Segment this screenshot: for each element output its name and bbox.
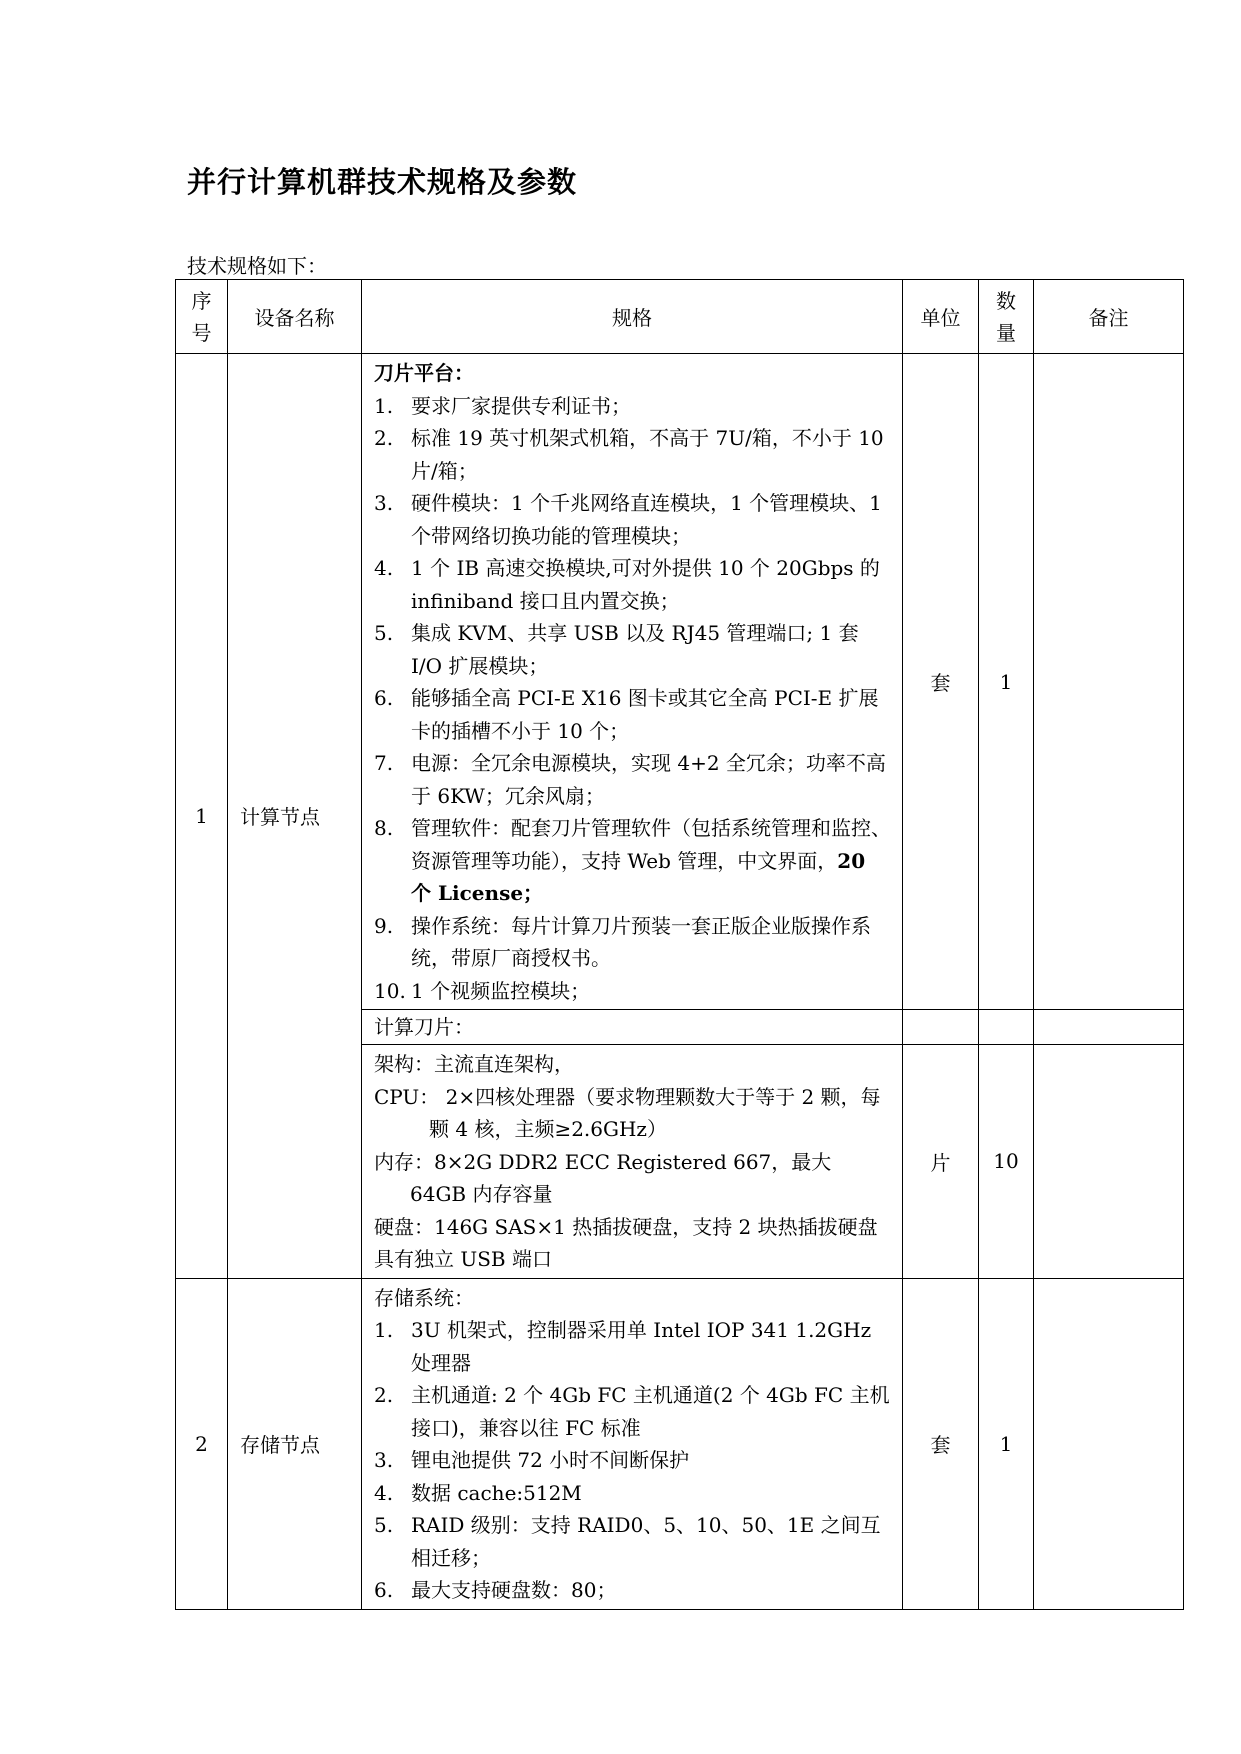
compute-blade-unit: 片 xyxy=(903,1045,979,1279)
header-spec: 规格 xyxy=(362,280,903,354)
list-item xyxy=(374,1477,892,1510)
list-item-number: 6. xyxy=(374,1578,394,1602)
list-item-text: 标准 19 英寸机架式机箱，不高于 7U/箱，不小于 10 片/箱； xyxy=(411,426,884,483)
list-item xyxy=(374,747,892,812)
list-item-text: 操作系统：每片计算刀片预装一套正版企业版操作系统，带原厂商授权书。 xyxy=(411,913,871,970)
header-qty xyxy=(979,280,1034,354)
page-title: 并行计算机群技术规格及参数 xyxy=(187,165,578,199)
list-item xyxy=(374,682,892,747)
blade-platform-spec xyxy=(362,354,903,1010)
table-row xyxy=(176,354,1184,1010)
blade-platform-title: 刀片平台： xyxy=(374,361,474,385)
list-item xyxy=(374,910,892,975)
row1-name: 计算节点 xyxy=(228,354,362,1279)
compute-blade-title: 计算刀片： xyxy=(362,1010,903,1045)
list-item-text: 硬件模块：1 个千兆网络直连模块，1 个管理模块、1 个带网络切换功能的管理模块； xyxy=(411,491,882,548)
storage-list xyxy=(374,1314,892,1607)
list-item-number: 3. xyxy=(374,491,394,515)
header-qty-line2: 量 xyxy=(996,320,1016,345)
list-item-number: 6. xyxy=(374,686,394,710)
storage-unit: 套 xyxy=(903,1278,979,1609)
list-item xyxy=(374,552,892,617)
intro-text: 技术规格如下： xyxy=(187,254,327,278)
list-item xyxy=(374,1314,892,1379)
list-item-text: 锂电池提供 72 小时不间断保护 xyxy=(411,1448,690,1472)
blade-platform-unit: 套 xyxy=(903,354,979,1010)
storage-qty: 1 xyxy=(979,1278,1034,1609)
list-item-number: 2. xyxy=(374,1383,394,1407)
list-item xyxy=(374,487,892,552)
list-item-number: 7. xyxy=(374,751,394,775)
spec-table xyxy=(175,279,1184,1610)
compute-blade-cpu: CPU： 2×四核处理器（要求物理颗数大于等于 2 颗，每颗 4 核，主频≥2.6GHz） xyxy=(374,1084,881,1141)
row2-name: 存储节点 xyxy=(228,1278,362,1609)
table-row xyxy=(176,1278,1184,1609)
blade-platform-qty: 1 xyxy=(979,354,1034,1010)
row1-seq: 1 xyxy=(176,354,228,1279)
compute-blade-arch: 架构：主流直连架构， xyxy=(374,1052,574,1076)
list-item-text: 要求厂家提供专利证书； xyxy=(411,393,631,418)
list-item xyxy=(374,975,892,1008)
compute-blade-title-unit xyxy=(903,1010,979,1045)
list-item-text: RAID 级别：支持 RAID0、5、10、50、1E 之间互相迁移； xyxy=(411,1513,881,1570)
compute-blade-title-qty xyxy=(979,1010,1034,1045)
list-item-text: 数据 cache:512M xyxy=(411,1480,582,1505)
list-item-number: 1. xyxy=(374,1318,394,1342)
blade-platform-remark xyxy=(1034,354,1184,1010)
storage-remark xyxy=(1034,1278,1184,1609)
list-item-number: 8. xyxy=(374,816,394,840)
list-item-text: 集成 KVM、共享 USB 以及 RJ45 管理端口; 1 套 I/O 扩展模块； xyxy=(411,621,859,678)
list-item-text: 能够插全高 PCI-E X16 图卡或其它全高 PCI-E 扩展卡的插槽不小于 10 个； xyxy=(411,686,879,743)
list-item xyxy=(374,1379,892,1444)
list-item-number: 9. xyxy=(374,913,394,938)
header-row xyxy=(176,280,1184,354)
list-item xyxy=(374,617,892,682)
header-name: 设备名称 xyxy=(228,280,362,354)
list-item-number: 5. xyxy=(374,621,394,645)
compute-blade-remark xyxy=(1034,1045,1184,1279)
compute-blade-mem: 内存：8×2G DDR2 ECC Registered 667，最大 64GB 内存容量 xyxy=(374,1149,832,1206)
blade-platform-list xyxy=(374,390,892,1008)
list-item-text: 主机通道: 2 个 4Gb FC 主机通道(2 个 4Gb FC 主机接口)，兼容以往 FC 标准 xyxy=(411,1383,890,1440)
list-item xyxy=(374,422,892,487)
list-item-number: 10. xyxy=(374,978,406,1003)
compute-blade-spec xyxy=(362,1045,903,1279)
row2-seq: 2 xyxy=(176,1278,228,1609)
list-item-text: 1 个 IB 高速交换模块,可对外提供 10 个 20Gbps 的 infiniband 接口且内置交换； xyxy=(411,556,880,613)
list-item xyxy=(374,1574,892,1607)
list-item xyxy=(374,1444,892,1477)
list-item xyxy=(374,812,892,910)
list-item-number: 5. xyxy=(374,1513,394,1537)
header-unit: 单位 xyxy=(903,280,979,354)
list-item-number: 1. xyxy=(374,393,394,418)
compute-blade-qty: 10 xyxy=(979,1045,1034,1279)
header-seq xyxy=(176,280,228,354)
list-item-number: 4. xyxy=(374,1480,394,1505)
list-item-text: 3U 机架式，控制器采用单 Intel IOP 341 1.2GHz 处理器 xyxy=(411,1318,872,1375)
compute-blade-disk: 硬盘：146G SAS×1 热插拔硬盘，支持 2 块热插拔硬盘具有独立 USB 端口 xyxy=(374,1214,878,1271)
list-item-bold-text: 20 个 License； xyxy=(411,848,866,905)
header-seq-line1: 序 xyxy=(191,288,212,313)
list-item xyxy=(374,390,892,423)
list-item-text: 管理软件：配套刀片管理软件（包括系统管理和监控、资源管理等功能），支持 Web 管理，中文界面， xyxy=(411,816,891,873)
list-item-number: 3. xyxy=(374,1448,394,1472)
list-item-text: 1 个视频监控模块； xyxy=(411,978,591,1003)
header-seq-line2: 号 xyxy=(191,320,212,345)
list-item xyxy=(374,1509,892,1574)
list-item-text: 最大支持硬盘数：80； xyxy=(411,1578,617,1602)
compute-blade-title-remark xyxy=(1034,1010,1184,1045)
list-item-number: 4. xyxy=(374,556,394,580)
header-remark: 备注 xyxy=(1034,280,1184,354)
storage-spec xyxy=(362,1278,903,1609)
list-item-number: 2. xyxy=(374,426,394,450)
storage-title: 存储系统： xyxy=(374,1285,474,1310)
list-item-text: 电源：全冗余电源模块，实现 4+2 全冗余；功率不高于 6KW；冗余风扇； xyxy=(411,751,886,808)
header-qty-line1: 数 xyxy=(996,288,1016,313)
